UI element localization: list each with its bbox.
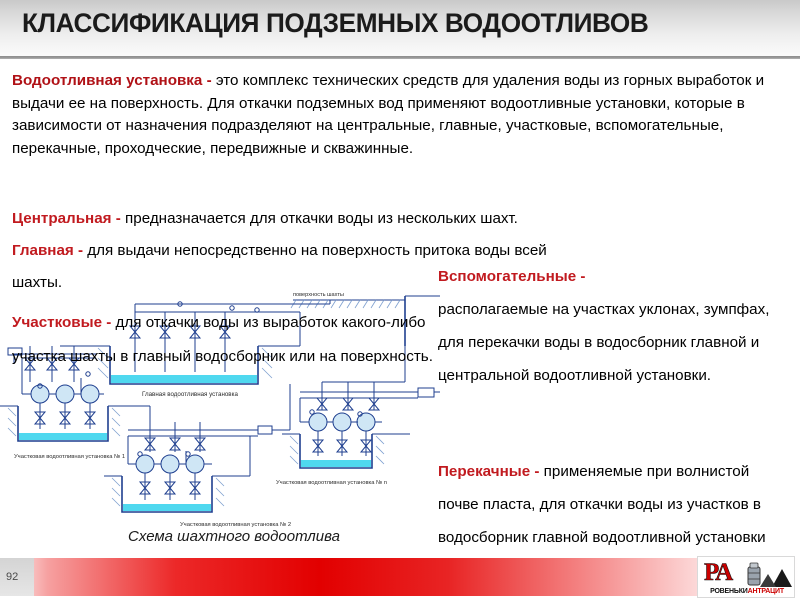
central-definition: [12, 208, 788, 231]
pumping-text: применяемые при волнистой почве пласта, для откачки воды из участков в водосборник главной водоотливной установки: [438, 463, 766, 546]
diagram-label-unit-n: Участковая водоотливная установка № n: [276, 480, 388, 486]
central-term: Центральная -: [12, 210, 121, 227]
auxiliary-text: располагаемые на участках уклонах, зумпфах, для перекачки воды в водосборник главной и центральной водоотливной установки.: [438, 301, 770, 384]
main-term: Главная -: [12, 242, 84, 259]
logo-emblem-icon: [742, 561, 794, 591]
slide-header: [0, 0, 800, 56]
logo-wordmark: [702, 588, 792, 595]
logo-wordmark-part1: РОВЕНЬКИ: [710, 588, 748, 595]
diagram-label-unit-2: Участковая водоотливная установка № 2: [180, 522, 292, 528]
footer-bar: [0, 558, 800, 596]
slide-number: 92: [0, 558, 34, 596]
header-divider: [0, 56, 800, 59]
main-definition-continuation: шахты.: [12, 274, 63, 291]
intro-paragraph: [12, 70, 788, 160]
central-text: предназначается для откачки воды из нескольких шахт.: [120, 210, 518, 227]
pumping-term: Перекачные -: [438, 463, 540, 480]
district-text: для откачки воды из выработок какого-либо участка шахты в главный водосборник или на поверхность.: [12, 314, 433, 365]
page-title: КЛАССИФИКАЦИЯ ПОДЗЕМНЫХ ВОДООТЛИВОВ: [22, 8, 649, 38]
diagram-label-surface: поверхность шахты: [293, 292, 344, 298]
diagram-label-unit-1: Участковая водоотливная установка № 1: [14, 454, 126, 460]
main-text: для выдачи непосредственно на поверхность притока воды всей: [83, 242, 547, 259]
district-term: Участковые -: [12, 314, 112, 331]
company-logo: [697, 556, 795, 598]
pumping-definition: [438, 455, 778, 554]
logo-wordmark-part2: АНТРАЦИТ: [747, 588, 784, 595]
district-definition: [12, 306, 452, 374]
auxiliary-term: Вспомогательные -: [438, 268, 586, 285]
logo-monogram: РА: [704, 559, 733, 586]
auxiliary-definition: [438, 260, 778, 392]
intro-term: Водоотливная установка -: [12, 72, 212, 89]
diagram-caption: Схема шахтного водоотлива: [128, 528, 340, 545]
diagram-label-main-unit: Главная водоотливная установка: [142, 391, 238, 398]
intro-text: это комплекс технических средств для удаления воды из горных выработок и выдачи ее на поверхность. Для откачки подземных вод применяют водоотливные установки, которые в зависимости от назначения подразделяют на центральные, главные, участковые, вспомогательные, перекачные, проходческие, передвижные и скважинные.: [12, 72, 765, 157]
